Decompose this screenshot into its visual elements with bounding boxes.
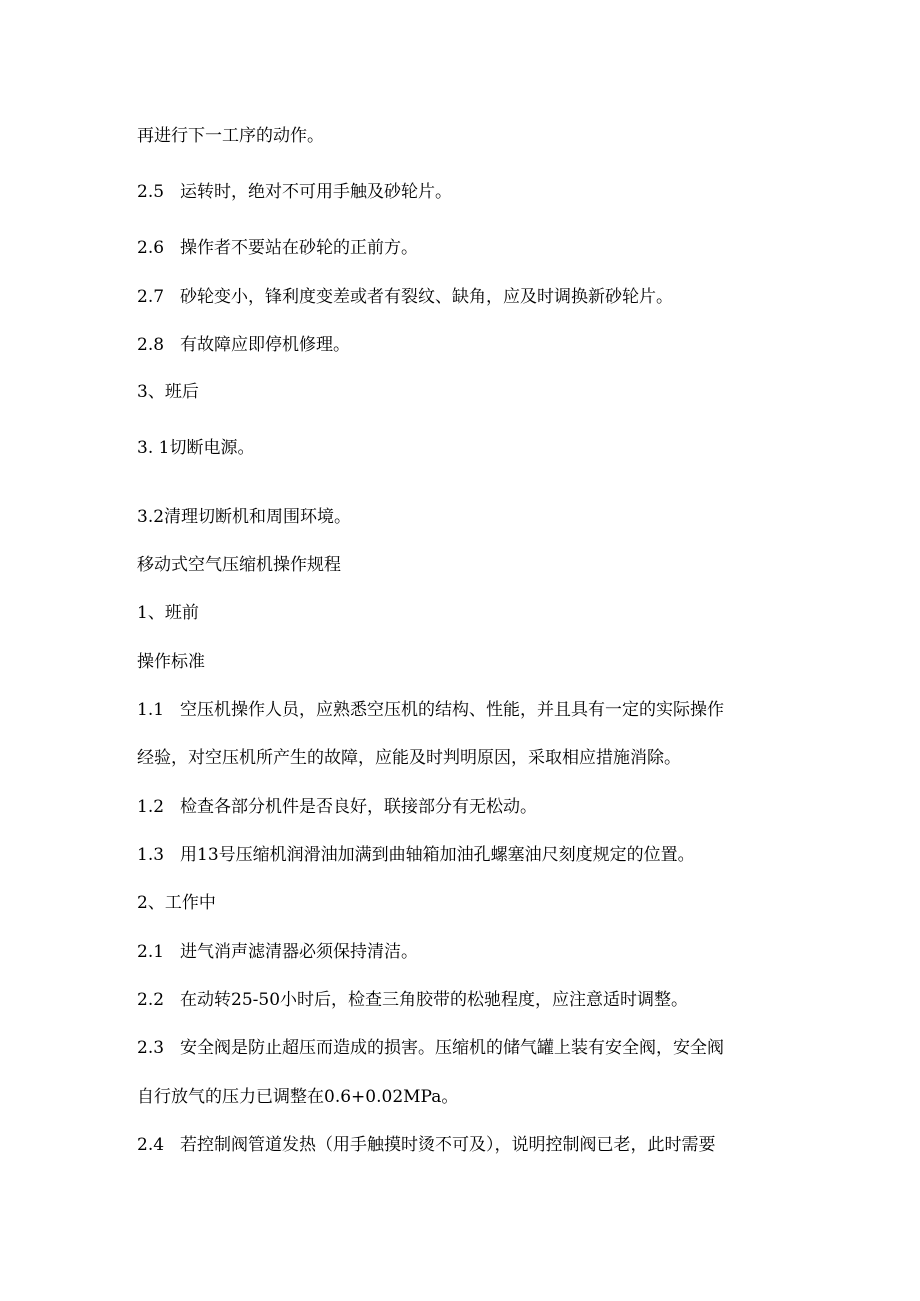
- item-text: 运转时，绝对不可用手触及砂轮片。: [180, 182, 452, 202]
- heading-text: 3、班后: [137, 382, 199, 402]
- list-item: [137, 180, 787, 204]
- item-text: 空压机操作人员，应熟悉空压机的结构、性能，并且具有一定的实际操作: [180, 700, 724, 720]
- title-text: 移动式空气压缩机操作规程: [137, 555, 341, 575]
- item-text: 有故障应即停机修理。: [180, 335, 350, 355]
- item-text: 砂轮变小，锋利度变差或者有裂纹、缺角，应及时调换新砂轮片。: [180, 287, 673, 307]
- text-content: 3.2清理切断机和周围环境。: [137, 507, 352, 527]
- heading-text: 操作标准: [137, 652, 205, 672]
- heading-text: 2、工作中: [137, 893, 216, 913]
- item-number: 2.8: [137, 335, 165, 355]
- item-number: 2.1: [137, 942, 165, 962]
- list-item: [137, 285, 787, 309]
- text-content: 经验，对空压机所产生的故障，应能及时判明原因，采取相应措施消除。: [137, 748, 681, 768]
- text-line: [137, 505, 787, 529]
- list-item: [137, 1133, 787, 1157]
- text-line: [137, 124, 787, 148]
- item-text: 若控制阀管道发热（用手触摸时烫不可及），说明控制阀已老，此时需要: [180, 1135, 716, 1155]
- section-heading: [137, 601, 787, 625]
- item-text: 操作者不要站在砂轮的正前方。: [180, 238, 418, 258]
- text-line: [137, 746, 787, 770]
- item-number: 2.6: [137, 238, 165, 258]
- section-heading: [137, 650, 787, 674]
- list-item: [137, 940, 787, 964]
- list-item: [137, 988, 787, 1012]
- item-text: 用13号压缩机润滑油加满到曲轴箱加油孔螺塞油尺刻度规定的位置。: [180, 845, 695, 865]
- item-number: 2.5: [137, 182, 165, 202]
- item-number: 1.1: [137, 700, 165, 720]
- item-text: 进气消声滤清器必须保持清洁。: [180, 942, 418, 962]
- list-item: [137, 236, 787, 260]
- item-number: 2.4: [137, 1135, 165, 1155]
- list-item: [137, 1036, 787, 1060]
- heading-text: 1、班前: [137, 603, 199, 623]
- text-line: [137, 1085, 787, 1109]
- item-number: 2.7: [137, 287, 165, 307]
- item-number: 2.2: [137, 990, 165, 1010]
- item-text: 安全阀是防止超压而造成的损害。压缩机的储气罐上装有安全阀，安全阀: [180, 1038, 724, 1058]
- list-item: [137, 333, 787, 357]
- list-item: [137, 795, 787, 819]
- item-number: 1.2: [137, 797, 165, 817]
- text-content: 3. 1切断电源。: [137, 438, 255, 458]
- text-content: 自行放气的压力已调整在0.6+0.02MPa。: [137, 1087, 459, 1107]
- item-text: 在动转25-50小时后，检查三角胶带的松驰程度，应注意适时调整。: [180, 990, 689, 1010]
- text-line: [137, 436, 787, 460]
- section-heading: [137, 380, 787, 404]
- item-number: 1.3: [137, 845, 165, 865]
- item-number: 2.3: [137, 1038, 165, 1058]
- document-title: [137, 553, 787, 577]
- text-content: 再进行下一工序的动作。: [137, 126, 324, 146]
- section-heading: [137, 891, 787, 915]
- list-item: [137, 698, 787, 722]
- list-item: [137, 843, 787, 867]
- item-text: 检查各部分机件是否良好，联接部分有无松动。: [180, 797, 537, 817]
